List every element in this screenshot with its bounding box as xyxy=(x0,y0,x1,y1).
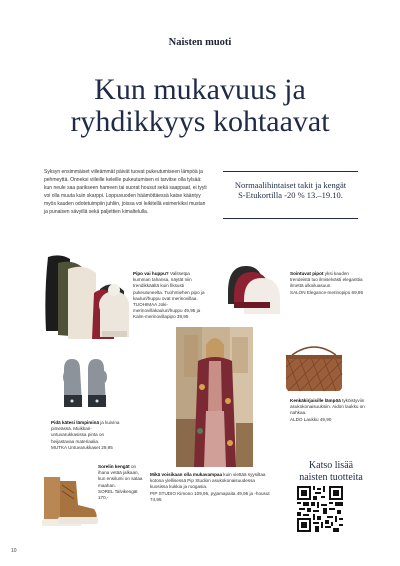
kimono-details: PIP STUDIO Kimono 109,95, pyjamapaita 49,95 ja -housut 74,95 xyxy=(150,490,270,502)
qr-title-line-2: naisten tuotteita xyxy=(299,472,363,483)
intro-paragraph: Syksyn ensimmäiset viileämmät päivät tuovat pukeutumiseen lämpöä ja pehmeyttä. Onneksi viileille keleille pukeutumisen ei tarvitse olla tylsää: kun neule saa parikseen hameen tai suorat housut sekä saappaat, ei tyyli voi olla muuta kuin skarppi. Loppuvuoden häämöttäessä katse kääntyy myös kauden odotetuimpiin juhliin, joissa voi leikitellä esimerkiksi mustan ja punaisen sävyillä sekä paljettien kimaltelulla. xyxy=(44,169,207,215)
headline-line-1: Kun mukavuus ja xyxy=(94,73,306,106)
qr-title xyxy=(290,460,372,484)
kimono-title: Mikä voisikaan olla mukavampaa xyxy=(150,472,223,477)
boots-text: on ihana vetää jalkaan, kun ensilumi on sataa maahan. xyxy=(98,464,143,488)
qr-code-icon[interactable] xyxy=(297,486,343,532)
hats-details: SALON Elegance-merinopipo 69,95 xyxy=(290,289,364,295)
beanies-description xyxy=(133,271,206,321)
gloves-description xyxy=(51,420,127,451)
beanie-hood-image xyxy=(40,253,132,343)
bag-details: ALDO Laukku 49,90 xyxy=(290,416,332,422)
kimono-description xyxy=(150,472,271,503)
hats-description xyxy=(290,271,365,296)
boots-description xyxy=(98,464,146,501)
beanies-text: Valitsetpa kumman tahansa, näytät niin trendikkäältä kuin fiksusti pukeutuneelta. Tuohmiehen pipo ja kauluri/huppu ovat merinovillaa. xyxy=(133,271,205,301)
page-number: 10 xyxy=(11,548,17,554)
hats-title: Sointuvat pipot xyxy=(290,271,324,276)
promo-line-2: S-Etukortilla -20 % 13.–19.10. xyxy=(238,190,343,200)
section-label: Naisten muoti xyxy=(168,37,232,48)
handbag-image xyxy=(282,345,346,395)
beanies-details: TUOHIMAA Joki-merinovillakauluri/huppu 49,95 ja Kalm-merinovillapipo 39,95 xyxy=(133,302,201,320)
gloves-title: Pidä kätesi lämpiminä xyxy=(51,420,99,425)
kimono-photo xyxy=(176,327,253,467)
hats-text: yksi kauden trendeistä tuo ilmiselvästi eleganttia ilmettä ulkoiluasuun. xyxy=(290,271,363,289)
boots-image xyxy=(40,471,100,529)
promo-line-1: Normaalihintaiset takit ja kengät xyxy=(234,180,347,190)
beanies-title: Pipo vai huppu? xyxy=(133,271,169,276)
page-headline xyxy=(0,74,400,138)
bag-description xyxy=(290,398,366,423)
mittens-image xyxy=(60,355,110,413)
bag-text: tyköistyviin asukokonaisuuksiin. Aidon laukku on nahkaa. xyxy=(290,398,365,416)
boots-details: SOREL Talvikengät 170,- xyxy=(98,488,138,501)
bag-title: Kenkäkirjaisille lämpöä xyxy=(290,398,341,403)
kimono-text: kuin viettää syysiltaa kotona ylellisessä Pip Studion asukokonaisuudessa kuosissa kukkia ja ruogasia. xyxy=(150,472,266,490)
headline-line-2: ryhdikkyys kohtaavat xyxy=(70,105,330,138)
beanie-hats-image xyxy=(224,262,286,320)
promo-box xyxy=(223,171,358,219)
gloves-details: MUTKA Untuvarukkaset 29,95 xyxy=(51,444,113,450)
gloves-text: ja kuivina pimeässä. Muikkari-untuvarukkasissa pinta on heijastavaa materiaalia. xyxy=(51,420,120,444)
boots-title: Sorelin kengät xyxy=(98,464,130,469)
qr-title-line-1: Katso lisää xyxy=(308,460,354,471)
